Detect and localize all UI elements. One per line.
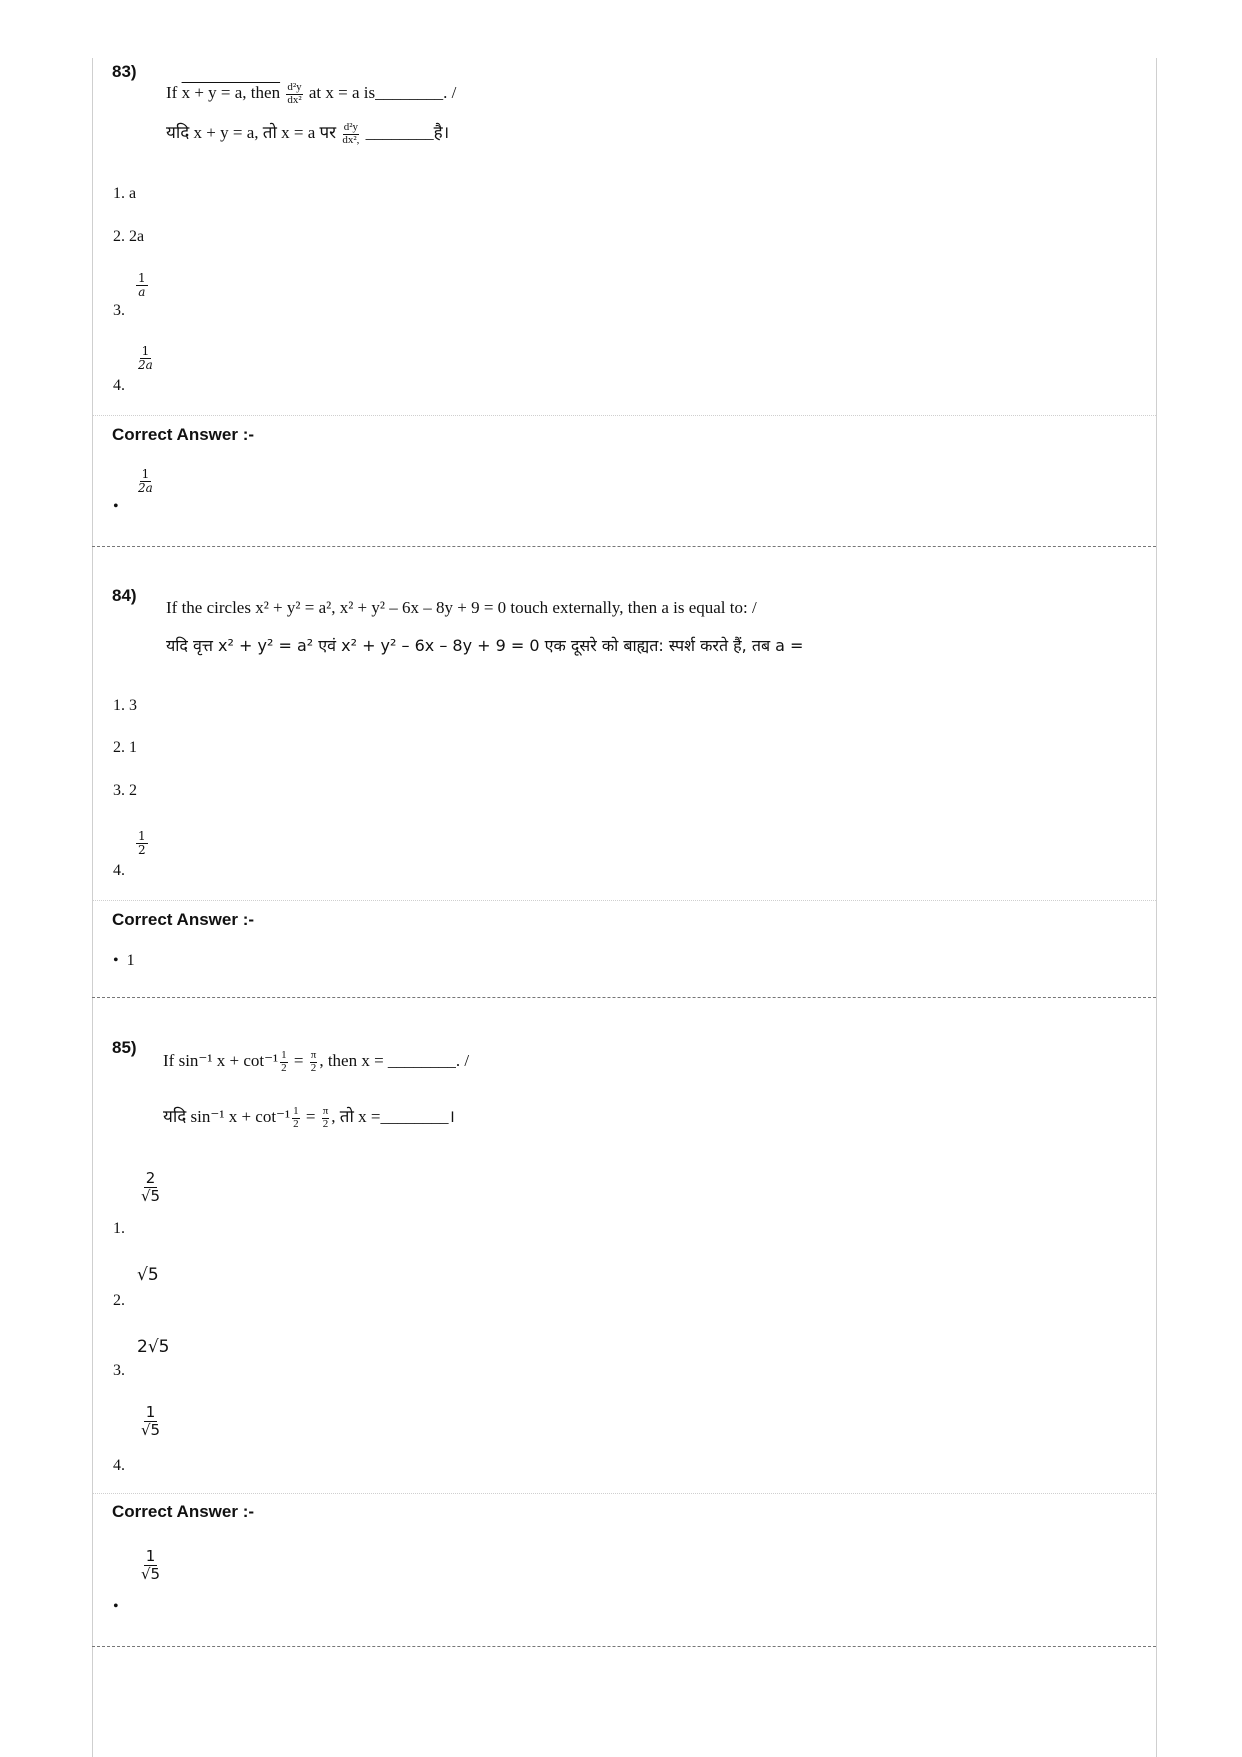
question-separator — [92, 997, 1156, 998]
derivative-fraction — [342, 122, 359, 146]
correct-answer-bullet: • — [113, 952, 119, 969]
correct-answer-value: 1 — [126, 952, 135, 969]
pi-fraction: $\frac{\pi}{2}$ — [322, 1105, 329, 1130]
correct-answer — [113, 952, 135, 970]
option-3-label: 3. — [113, 1362, 125, 1379]
correct-answer-title: Correct Answer :- — [112, 1502, 255, 1521]
option-1-label: 1. — [113, 1220, 125, 1237]
option-4-fraction: $\frac{1}{√5}$ — [141, 1403, 161, 1439]
question-number: 84) — [112, 586, 137, 605]
option-1: 1. a — [113, 185, 137, 202]
option-4-label: 4. — [113, 1457, 125, 1474]
question-text-hindi: यदि वृत्त x² + y² = a² एवं x² + y² – 6x – 8y + 9 = 0 एक दूसरे को बाह्यत: स्पर्श करते हैं, तब a = — [166, 636, 804, 655]
correct-answer-title: Correct Answer :- — [112, 425, 255, 444]
option-1: 1. 3 — [113, 697, 137, 714]
correct-answer-title: Correct Answer :- — [112, 910, 255, 929]
divider — [92, 1493, 1156, 1494]
question-suffix: at x = a is________. / — [304, 82, 457, 102]
question-separator — [92, 546, 1156, 547]
divider — [92, 415, 1156, 416]
derivative-fraction — [286, 82, 302, 106]
question-number: 85) — [112, 1038, 137, 1057]
question-separator — [92, 1646, 1156, 1647]
option-2-label: 2. — [113, 1292, 125, 1309]
half-fraction: $\frac{1}{2}$ — [281, 1049, 287, 1074]
divider — [92, 900, 1156, 901]
page-right-border — [1156, 58, 1157, 1757]
correct-answer-fraction: $\frac{1}{√5}$ — [141, 1547, 161, 1583]
question-expression: x + y = a, then — [181, 82, 281, 102]
question-suffix: ________है। — [361, 123, 450, 142]
option-4-fraction: $\frac{1}{2a}$ — [138, 344, 153, 373]
option-4-label: 4. — [113, 377, 125, 394]
half-fraction: $\frac{1}{2}$ — [293, 1105, 299, 1130]
option-2: 2. 1 — [113, 739, 137, 756]
question-text-english — [166, 82, 456, 106]
option-3-value: 2√5 — [137, 1337, 170, 1357]
question-text-hindi — [166, 120, 449, 146]
question-prefix: If — [166, 82, 182, 102]
option-2: 2. 2a — [113, 228, 145, 245]
option-3: 3. 2 — [113, 782, 137, 799]
derivative-denominator: dx², — [342, 133, 360, 146]
page-left-border — [92, 58, 93, 1757]
question-expression: x + y = a, तो x = a पर — [193, 123, 337, 142]
option-4-label: 4. — [113, 862, 125, 879]
pi-fraction: $\frac{\pi}{2}$ — [310, 1049, 317, 1074]
question-text-hindi: यदि sin⁻¹ x + cot⁻¹ $\frac{1}{2}$ = $\frac{\pi}{2}$ , तो x =________। — [163, 1105, 455, 1130]
correct-answer-bullet: • — [113, 498, 119, 515]
option-4-fraction: $\frac{1}{2}$ — [138, 829, 146, 858]
question-text-english: If the circles x² + y² = a², x² + y² – 6x – 8y + 9 = 0 touch externally, then a is equal to: / — [166, 598, 757, 617]
question-number: 83) — [112, 62, 137, 81]
question-prefix: यदि — [166, 123, 194, 142]
derivative-denominator: dx² — [287, 93, 302, 106]
option-2-value: √5 — [137, 1265, 159, 1285]
derivative-numerator: d²y — [343, 121, 359, 134]
option-3-fraction: $\frac{1}{a}$ — [138, 271, 146, 300]
correct-answer-fraction: $\frac{1}{2a}$ — [138, 467, 153, 496]
option-3-label: 3. — [113, 302, 125, 319]
option-1-fraction: $\frac{2}{√5}$ — [141, 1169, 161, 1205]
question-text-english: If sin⁻¹ x + cot⁻¹ $\frac{1}{2}$ = $\frac{\pi}{2}$ , then x = ________. / — [163, 1049, 470, 1074]
correct-answer-bullet: • — [113, 1598, 119, 1615]
derivative-numerator: d²y — [287, 81, 302, 93]
